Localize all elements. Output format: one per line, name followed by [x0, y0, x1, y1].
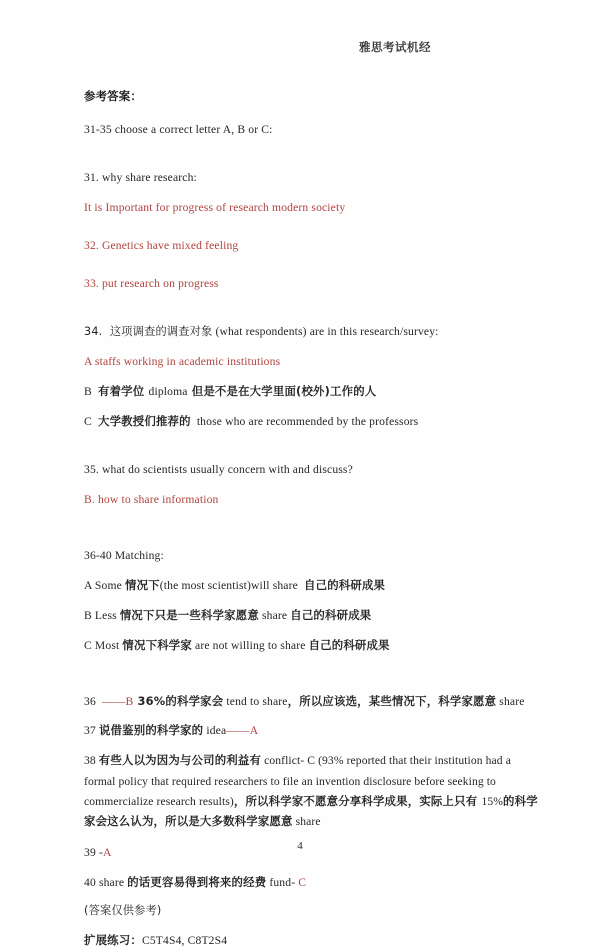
answer-38-en1: conflict- C (93% reported that their institution had a formal policy that required researchers to file an invention disclosure before seeking to commercialize research results): [84, 754, 511, 808]
page-header: [0, 38, 600, 56]
question-34-option-b: [84, 383, 544, 401]
question-34-option-a: A staffs working in academic institutions: [84, 354, 281, 368]
question-33-answer: 33. put research on progress: [84, 276, 219, 290]
answer-39-num: 39 -: [84, 846, 103, 860]
question-35-answer: B. how to share information: [84, 492, 219, 506]
matching-heading: 36-40 Matching:: [84, 548, 164, 562]
answer-40-en: fund-: [266, 875, 299, 889]
answer-38-cjk2: ，所以科学家不愿意分享科学成果，实际上只有: [233, 793, 482, 808]
matching-c-cjk2: 自己的科研成果: [308, 637, 390, 652]
question-32-answer: 32. Genetics have mixed feeling: [84, 238, 239, 252]
extra-practice: [84, 932, 544, 949]
question-34-option-c: [84, 413, 544, 431]
page-number: 4: [297, 840, 303, 852]
extra-practice-value: C5T4S4, C8T2S4: [141, 934, 228, 948]
answer-37-cjk: 说借鉴别的科学家的: [98, 722, 204, 737]
answer-36: [84, 693, 544, 710]
answer-38-num: 38: [84, 754, 99, 768]
extra-practice-label: 扩展练习：: [84, 933, 142, 948]
matching-option-b: [84, 607, 544, 625]
question-34-prompt: [84, 323, 544, 341]
matching-c-cjk1: 情况下科学家: [122, 637, 192, 652]
matching-a-p1: A Some: [84, 578, 125, 592]
matching-option-c: [84, 637, 544, 655]
answer-40-key: C: [298, 875, 307, 889]
instruction-31-35: 31-35 choose a correct letter A, B or C:: [84, 123, 273, 136]
header-title: 雅思考试机经: [359, 40, 431, 54]
matching-b-p2: share: [258, 608, 291, 622]
answer-38-tail: share: [292, 815, 321, 829]
answer-38-cjk3: 的科学家会这么认为，所以是大多数科学家愿意: [84, 793, 538, 829]
answers-note: (答案仅供参考): [84, 904, 162, 918]
answer-36-key: ——B: [102, 694, 134, 708]
answer-40: [84, 874, 544, 891]
answer-37: [84, 722, 544, 739]
matching-b-cjk2: 自己的科研成果: [290, 607, 372, 622]
question-35-prompt: 35. what do scientists usually concern with and discuss?: [84, 462, 353, 476]
answer-40-num: 40 share: [84, 875, 128, 889]
matching-a-cjk2: 自己的科研成果: [304, 577, 386, 592]
page-title: 参考答案：: [84, 89, 142, 103]
option-c-letter: C: [84, 414, 98, 428]
matching-c-p1: C Most: [84, 638, 123, 652]
option-b-cjk2: 但是不是在大学里面(校外)工作的人: [187, 383, 377, 398]
matching-b-cjk1: 情况下只是一些科学家愿意: [119, 607, 259, 622]
answer-38-cjk1: 有些人以为因为与公司的利益有: [98, 753, 262, 768]
option-b-cjk: 有着学位: [97, 383, 149, 398]
answer-37-en: idea: [203, 723, 227, 737]
answer-36-tail: share: [496, 694, 525, 708]
question-34-prompt-cjk: 34. 这项调查的调查对象: [84, 324, 213, 338]
option-b-mid: diploma: [148, 384, 188, 398]
question-34-prompt-en: (what respondents) are in this research/survey:: [212, 324, 439, 338]
answer-36-cjk1: 36%的科学家会: [133, 693, 224, 708]
option-c-en: those who are recommended by the professors: [190, 414, 419, 428]
matching-c-p2: are not willing to share: [191, 638, 309, 652]
matching-a-cjk1: 情况下: [125, 577, 160, 592]
option-b-letter: B: [84, 384, 98, 398]
answer-38: [84, 751, 544, 832]
answer-38-num2: 15%: [481, 794, 504, 808]
answer-40-cjk: 的话更容易得到将来的经费: [127, 874, 267, 889]
answer-36-en: tend to share: [223, 694, 288, 708]
option-c-cjk: 大学教授们推荐的: [97, 413, 191, 428]
answer-39-key: A: [102, 846, 112, 860]
question-31-prompt: 31. why share research:: [84, 170, 197, 184]
answer-36-cjk2: ，所以应该选，某些情况下，科学家愿意: [287, 693, 497, 708]
matching-b-p1: B Less: [84, 608, 120, 622]
matching-a-p2: (the most scientist)will share: [159, 578, 305, 592]
question-31-answer: It is Important for progress of research modern society: [84, 200, 346, 214]
document-body: [84, 88, 544, 949]
answer-37-num: 37: [84, 723, 99, 737]
matching-option-a: [84, 577, 544, 595]
answer-36-num: 36: [84, 694, 102, 708]
answer-37-key: ——A: [226, 723, 259, 737]
